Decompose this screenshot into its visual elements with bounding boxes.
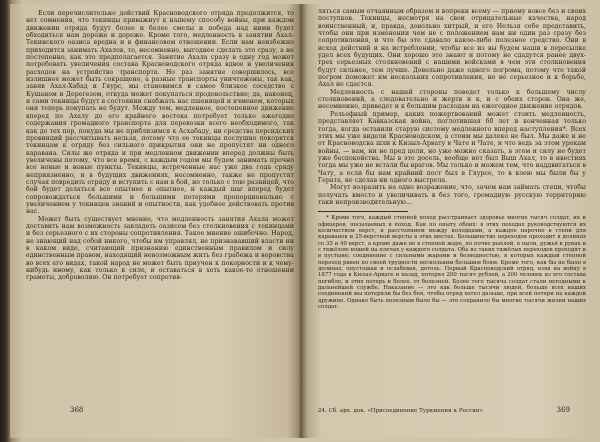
- left-paragraph-1: Если перечислительно действий Красноводского отряда продолжится, то нет сомнения, что текинцы приважнут к нашему способу войны, при каждом движении отряда будут более и более смелы и победа над ними будет обходиться нам дороже и дороже. Кроме того, медленность в занятии Ахал-Текинского оазиса вредна и в финансовом отношении. Если нам неизбежно приходится занимать Ахалов, то, несомненно, выгоднее сделать это сразу, а не постепенно, как это предполагается. Занятие Ахала сразу в одну год может потребовать увеличения состава Красноводского отряда вдвое и увеличения расходов на устройство транспорта. Но раз занятие совершилось, все излишнее может быть сокращено, а разные транспорты уничтожены, так как, заняв Ахал-Хабад и Гяурс, мы становимся в самое близкое соседство с Кушаном и Дерегезом, откуда может покупаться продовольствие; да, наконец, и сами текинцы будут в состоянии снабжать нас пшеницей и ячменем, которых они теперь покупать не будут. Между тем, медленное, постепенное движение вперед по Ахалу до его крайнего востока потребует только ежегодно содержания громадного транспорта для перевозки всего необходимого, так как до тех пор, покуда мы не приблизимся к Асхабаду, ни средства персидских провинций рассчитывать нельзя, потому что ее текинцы послушно покорятся текинцам к отряду без сильного прикрытия они не пропустят ни одного каравана. Силы же отряда и при медленном движении вперед должны быть увеличены потому, что все время, с каждым годом мы будем занимать прочно все новые и новые пункты. Текинцы, встреченные нас уже два года сряду неприязненно, и в будущих движениях, несомненно, также не пропустят случая повредить отряду и вступить с нам в бой, но только с тою разницей, что бой будет делаться все опытнее и опытнее, и каждый шаг вперед будет сопровождаться большими и большими потерями пропорционально с увеличением у текинцев знаний и опытности, как удобнее действовать против нас.: [26, 10, 294, 216]
- right-paragraph-2: Медленность с нашей стороны поведет только к большему числу столкновений, а следовательно и жертв и к, и с обеих сторон. Она же, несомненно, приведет и к большим расходам на ежегодное движение отрядов.: [318, 88, 586, 111]
- footnote: * Кроме того, каждый степной поход расстраивает здоровье многих тысяч солдат, их и офицеров, посылаемых в поход. Как по опыту обоих: в этих походах руководствуются их количеством верст, и расстоянием между колодцами, а каждое нарочно в степи для караванов и 25-верстной версты в этих местах. Большинство переходов проходит в долинах со 35 и 40 верст, а кроме даже не в степной жаре, по почве рыхлой, в пыли, ружьё в руках и с тяжёлою ношей на плечах у каждого солдата. Оба из таких тяжёлых переходов проходят и в пустыне; соединение с сильными жарами и безводностью, в которых каждый степной переход равен по своей трудности нескольким большим боям. Кроме того, как бы не было в долинах, опустошая и ослабевая, дотоль. Первый Красноводский отряд, взяв на войну в 1877 года в Кизыл-Арвате и назад, потерял 200 тысяч рублей, а 200 человек из его состава погибло, и этих потерь и более, от болезней. Более того тысяча солдат стали негодными к дальнейшей службе. Наказание — это как больше тысячи людей, больше всех наших соединений мы потеряли бы без боя, чтобы отряд хотел дальше, при всей потери на каждой дружине. Однако быть полезным было бы — это сохранило бы многие тысячи жизни наших солдат.: [318, 215, 586, 311]
- right-page-number: 369: [556, 406, 570, 414]
- left-paragraph-2: Может быть существует мнение, что медленность занятия Ахала может доставить нам возможность завладеть оазисом без столкновения с текинцами и без серьезного с их стороны сопротивления. Такое мнение ошибочно. Народ, не знающий над собой никого, чтобы им управлял, не признававший власти ни в каком виде, считающий признанию единственным правилом и силу единственным правом, находящий невозможным жить без грабежа и воровства во всех его видах, такой народ не может быть приучен к покорности и к чему-нибудь иному, как только к силе, и оставаться в хоть какое-то отношении грамоты, доброволию. Он потребует сопротив-: [26, 215, 294, 282]
- right-paragraph-1: ляться самым отчаянным образом и вопреки всему — приему вовсе без и своих поступков. Текинцы, несмотря на свои отрицательные качества, народ воинственный, и, правда, довольно хитрый, и его Нельзя себе представить, чтобы они при изменении чем не с положением нам ни один раз сразу без сопротивления, и что бы это сдавало какое-либо полезное средство. Они в исход действий и на истреблении, чтобы все из вы будем наши в пересылке удел всех будущих. Они хорошо это знают и потому не сдадутся ранее двух-трех серьезных столкновений с нашими войсками в чем эти столкновения будут сильнее, тем лучше. Довольно даже одного погрома, потому что такой погром поможет им нескольких сопротивления, но не серьезное и к борьбе, Ахал не сдастся.: [318, 8, 586, 89]
- right-page: [302, 4, 596, 438]
- left-page: [10, 4, 302, 438]
- right-paragraph-3: Рельефный пример, каких пожертвований может стоить медленность, представляет Кавказская война, поглотившая 60 лет и конченная только тогда, когда оставили старую систему медленного вперед наступления*. Всех этих мы уже видели Красноводском, а стоим мы далеко не был. Мы даже и не от Красноводска шли к Кизыл-Арвату в Чате и Чате, и что ведь за этом урокам войны, — вам, ни не пред цели, но уже можно сказать, в этом и силу не будет уже беспокойства. Мы в это досель, вообще нет был Выш Ахал, то в ивестиях тогда мы уже не встали бы врагов. Мы только и можем тем, что наддвигаться в Чату, а если бы нам крайний пост был в Гяурсе, то в коею мы были бы у Герата, не сделав ни одного выстрела.: [318, 110, 586, 184]
- footnote-rule: [318, 211, 408, 212]
- left-page-number: 368: [70, 406, 84, 414]
- running-head: 24. Сб. арх. док. «Присоединение Туркмении к России»: [318, 408, 483, 414]
- right-paragraph-4: Могут возразить на одно возражение, что, зачем нам займать степи, чтобы получать вместо и увеличивать в без того, громадную русскую территорию таки непроизводительную...: [318, 184, 586, 206]
